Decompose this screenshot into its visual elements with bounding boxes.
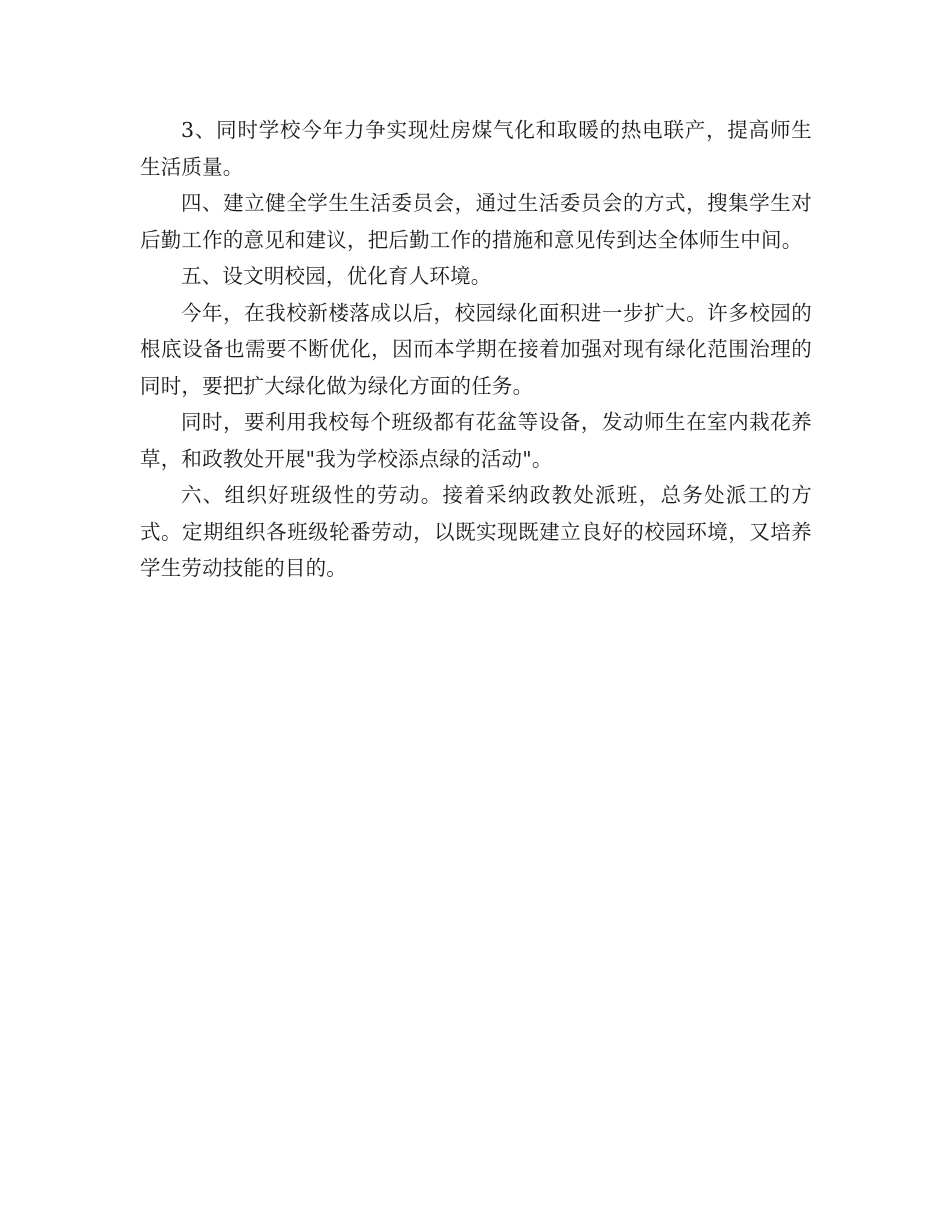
- paragraph: 同时，要利用我校每个班级都有花盆等设备，发动师生在室内栽花养草，和政教处开展"我为学校添点绿的活动"。: [140, 410, 812, 471]
- paragraph: 六、组织好班级性的劳动。接着采纳政教处派班，总务处派工的方式。定期组织各班级轮番劳动，以既实现既建立良好的校园环境，又培养学生劳动技能的目的。: [140, 483, 812, 580]
- paragraph: 四、建立健全学生生活委员会，通过生活委员会的方式，搜集学生对后勤工作的意见和建议，把后勤工作的措施和意见传到达全体师生中间。: [140, 191, 812, 252]
- paragraph: 今年，在我校新楼落成以后，校园绿化面积进一步扩大。许多校园的根底设备也需要不断优化，因而本学期在接着加强对现有绿化范围治理的同时，要把扩大绿化做为绿化方面的任务。: [140, 300, 812, 398]
- document-body: [140, 112, 812, 587]
- paragraph: 五、设文明校园，优化育人环境。: [181, 264, 492, 288]
- paragraph: 3、同时学校今年力争实现灶房煤气化和取暖的热电联产，提高师生生活质量。: [140, 118, 812, 179]
